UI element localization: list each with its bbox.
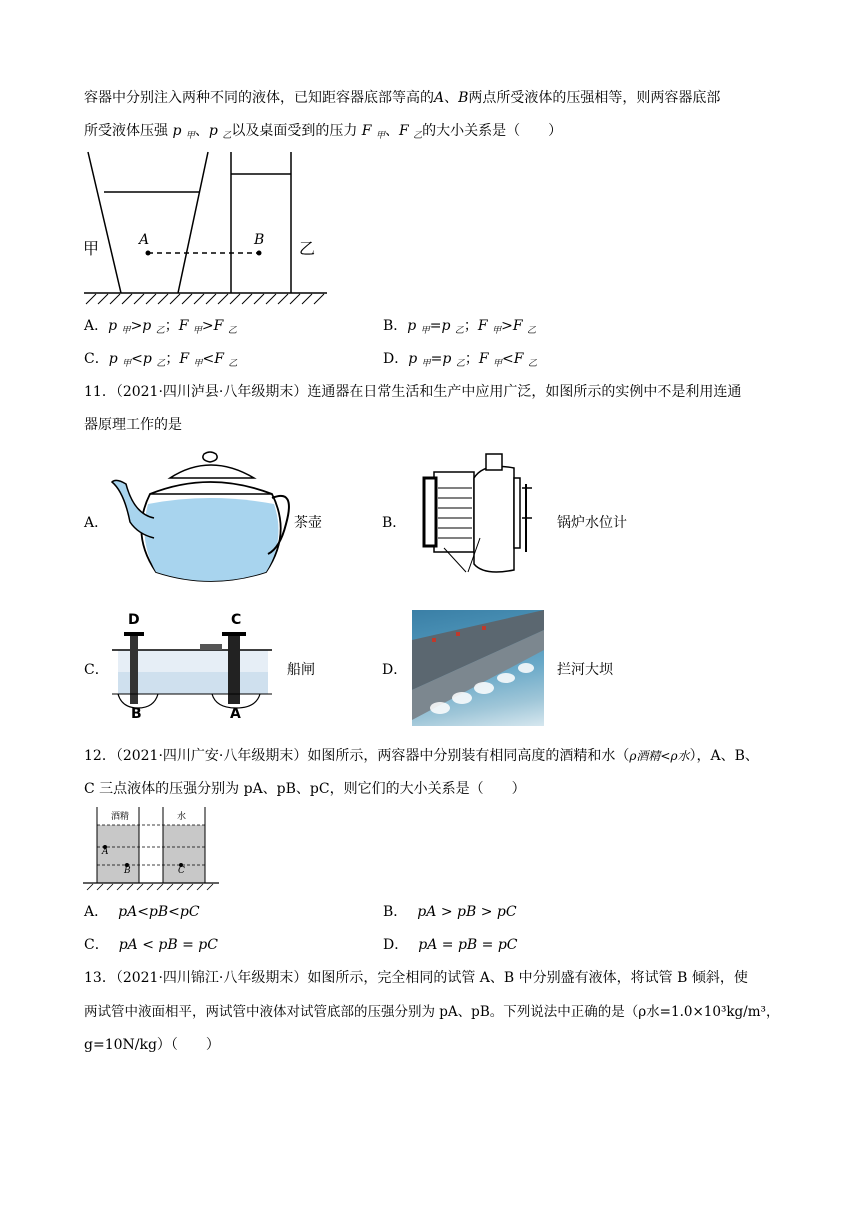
q10-line2: 所受液体压强 p $_甲$、p $_乙$以及桌面受到的压力 F $_甲$、F $_乙$的大小关系是（ ） — [84, 123, 563, 141]
q11-option-d-letter[interactable]: D． — [382, 662, 408, 678]
q12-option-c[interactable] — [84, 935, 218, 955]
dam-photo — [412, 610, 544, 726]
q11-option-c-caption: 船闸 — [287, 662, 315, 678]
q12-option-c-letter: C． — [84, 937, 109, 953]
q10-option-b[interactable]: B．p $_甲$=p $_乙$；F $_甲$>F $_乙$ — [383, 318, 537, 336]
q10-line1-mid: 、 — [444, 90, 459, 106]
q10-line1-b: B — [458, 90, 469, 106]
q10-line1-text: 容器中分别注入两种不同的液体，已知距容器底部等高的 — [84, 90, 434, 106]
q13-line1: 13．（2021·四川锦江·八年级期末）如图所示，完全相同的试管 A、B 中分别盛有液体，将试管 B 倾斜，使 — [84, 970, 748, 986]
lock-label-c: C — [231, 612, 242, 628]
q12-option-a[interactable] — [84, 902, 200, 922]
q12-option-d[interactable] — [383, 935, 518, 955]
q10-label-jia: 甲 — [83, 239, 100, 258]
q13-line2: 两试管中液面相平，两试管中液体对试管底部的压强分别为 pA、pB。下列说法中正确的是（ρ水=1.0×10³kg/m³， — [84, 1004, 780, 1020]
q11-option-a-caption: 茶壶 — [294, 515, 322, 531]
q11-option-b-caption: 锅炉水位计 — [557, 515, 627, 531]
q12-label-water: 水 — [177, 812, 187, 822]
q10-option-a-letter: A． — [84, 318, 109, 334]
teapot-image — [108, 448, 290, 588]
lock-label-b: B — [131, 706, 142, 722]
q10-line1-end: 两点所受液体的压强相等，则两容器底部 — [468, 90, 721, 106]
q11-line1: 11．（2021·四川泸县·八年级期末）连通器在日常生活和生产中应用广泛，如图所示的实例中不是利用连通 — [84, 384, 742, 400]
q11-option-d-caption: 拦河大坝 — [557, 662, 613, 678]
q12-line2: C 三点液体的压强分别为 pA、pB、pC，则它们的大小关系是（ ） — [84, 781, 526, 797]
q12-option-d-letter: D． — [383, 937, 409, 953]
q12-option-d-text: pA = pB = pC — [418, 937, 518, 953]
q12-option-b-text: pA > pB > pC — [417, 904, 517, 920]
q10-point-a-label: A — [139, 232, 150, 248]
lock-label-d: D — [128, 612, 140, 628]
q10-option-b-letter: B． — [383, 318, 408, 334]
q10-f-yi: F $_乙$ — [398, 123, 423, 141]
q12-point-b: B — [124, 866, 131, 876]
q12-line1-prefix: 12．（2021·四川广安·八年级期末）如图所示，两容器中分别装有相同高度的酒精和水（ — [84, 748, 630, 764]
q10-containers-figure — [84, 148, 334, 308]
q12-option-c-text: pA < pB = pC — [118, 937, 218, 953]
q12-point-a: A — [102, 847, 109, 857]
q10-f-jia: F $_甲$ — [361, 123, 385, 141]
q10-line2-end: 的大小关系是（ ） — [422, 123, 563, 139]
q10-line2-rest: 以及桌面受到的压力 — [231, 123, 358, 139]
q13-line3: g=10N/kg）（ ） — [84, 1037, 220, 1053]
q12-label-alcohol: 酒精 — [111, 812, 130, 822]
boiler-gauge-image — [414, 448, 544, 578]
q12-line1-suffix: ），A、B、 — [689, 748, 759, 764]
q12-option-a-text: pA<pB<pC — [118, 904, 200, 920]
q10-option-d-letter: D． — [383, 351, 409, 367]
q10-line2-text: 所受液体压强 — [84, 123, 168, 139]
q10-line1 — [84, 88, 720, 108]
q12-line1 — [84, 746, 759, 766]
q11-option-a-letter[interactable]: A． — [84, 515, 109, 531]
q10-p-yi: p $_乙$ — [208, 123, 232, 141]
q10-option-d[interactable]: D．p $_甲$=p $_乙$；F $_甲$<F $_乙$ — [383, 351, 537, 369]
q10-line1-a: A — [434, 90, 445, 106]
q10-option-a[interactable]: A．p $_甲$>p $_乙$；F $_甲$>F $_乙$ — [84, 318, 237, 336]
q12-option-a-letter: A． — [84, 904, 109, 920]
q11-option-b-letter[interactable]: B． — [382, 515, 407, 531]
q10-p-jia: p $_甲$ — [172, 123, 195, 141]
q12-option-b-letter: B． — [383, 904, 408, 920]
lock-label-a: A — [230, 706, 241, 722]
q12-line1-rho: ρ酒精<ρ水 — [629, 749, 690, 763]
q12-option-b[interactable] — [383, 902, 517, 922]
q11-option-c-letter[interactable]: C． — [84, 662, 109, 678]
q10-point-b-label: B — [254, 232, 265, 248]
q11-line2: 器原理工作的是 — [84, 417, 182, 433]
q10-option-c[interactable]: C．p $_甲$<p $_乙$；F $_甲$<F $_乙$ — [84, 351, 238, 369]
q10-option-c-letter: C． — [84, 351, 109, 367]
q12-point-c: C — [178, 866, 185, 876]
q10-label-yi: 乙 — [299, 239, 316, 258]
